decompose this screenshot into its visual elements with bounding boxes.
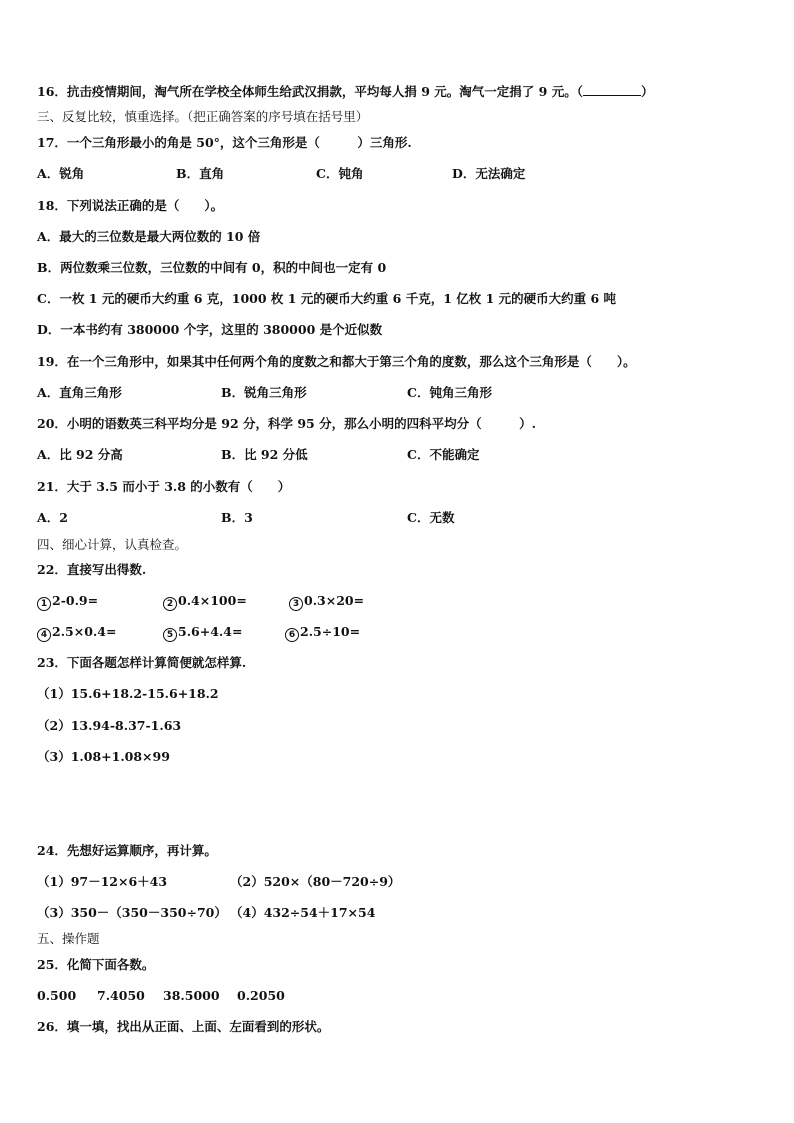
q17-option-c[interactable]: C．钝角 [316,166,364,181]
q22-item-2 [163,593,247,611]
circled-number-3: 3 [289,597,303,611]
q17-option-b[interactable]: B．直角 [176,166,225,181]
question-19-text: 19．在一个三角形中，如果其中任何两个角的度数之和都大于第三个角的度数，那么这个三角形是（ ）。 [37,354,636,369]
section-4-heading: 四、细心计算，认真检查。 [37,537,188,552]
q22-item-5 [163,624,242,642]
q21-option-c[interactable]: C．无数 [407,510,455,525]
question-17-text: 17．一个三角形最小的角是 50°，这个三角形是（ ）三角形. [37,135,412,150]
circled-number-2: 2 [163,597,177,611]
question-24-text: 24．先想好运算顺序，再计算。 [37,843,217,858]
circled-number-6: 6 [285,628,299,642]
question-26-text: 26．填一填，找出从正面、上面、左面看到的形状。 [37,1019,330,1034]
answer-blank-16[interactable] [583,83,641,96]
q21-option-a[interactable]: A．2 [37,510,68,525]
question-25-text: 25．化简下面各数。 [37,957,155,972]
q22-item-1-expr: 2-0.9= [52,593,99,608]
q20-option-a[interactable]: A．比 92 分高 [37,447,123,462]
q21-option-b[interactable]: B．3 [221,510,253,525]
q24-item-1: （1）97－12×6＋43 [37,874,168,889]
q22-item-4-expr: 2.5×0.4= [52,624,117,639]
q20-option-b[interactable]: B．比 92 分低 [221,447,308,462]
q22-item-4 [37,624,116,642]
q22-item-5-expr: 5.6+4.4= [178,624,243,639]
q23-item-3: （3）1.08+1.08×99 [37,749,170,764]
q22-item-3 [289,593,364,611]
q20-option-c[interactable]: C．不能确定 [407,447,480,462]
question-21-text: 21．大于 3.5 而小于 3.8 的小数有（ ） [37,479,291,494]
q18-option-b[interactable]: B．两位数乘三位数，三位数的中间有 0，积的中间也一定有 0 [37,260,387,275]
question-16-text: 16．抗击疫情期间，淘气所在学校全体师生给武汉捐款，平均每人捐 9 元。淘气一定捐了 9 元。（ [37,84,583,99]
question-16-close: ） [640,84,654,99]
circled-number-4: 4 [37,628,51,642]
q17-option-a[interactable]: A．锐角 [37,166,85,181]
question-18-text: 18．下列说法正确的是（ ）。 [37,198,224,213]
section-3-heading: 三、反复比较，慎重选择。（把正确答案的序号填在括号里） [37,109,369,124]
q25-number-4: 0.2050 [237,988,285,1003]
q22-item-6-expr: 2.5÷10= [300,624,361,639]
circled-number-5: 5 [163,628,177,642]
q18-option-c[interactable]: C．一枚 1 元的硬币大约重 6 克，1000 枚 1 元的硬币大约重 6 千克，1 亿枚 1 元的硬币大约重 6 吨 [37,291,617,306]
q17-option-d[interactable]: D．无法确定 [452,166,526,181]
q22-item-1 [37,593,98,611]
q22-item-3-expr: 0.3×20= [304,593,365,608]
q25-number-3: 38.5000 [163,988,220,1003]
q24-item-4: （4）432÷54＋17×54 [230,905,376,920]
q24-item-2: （2）520×（80－720÷9） [230,874,401,889]
q24-item-3: （3）350－（350－350÷70） [37,905,227,920]
q18-option-d[interactable]: D．一本书约有 380000 个字，这里的 380000 是个近似数 [37,322,383,337]
q22-item-2-expr: 0.4×100= [178,593,247,608]
q18-option-a[interactable]: A．最大的三位数是最大两位数的 10 倍 [37,229,261,244]
q23-item-2: （2）13.94-8.37-1.63 [37,718,182,733]
q19-option-a[interactable]: A．直角三角形 [37,385,122,400]
q19-option-b[interactable]: B．锐角三角形 [221,385,307,400]
question-16 [37,83,653,100]
q25-number-1: 0.500 [37,988,77,1003]
q25-number-2: 7.4050 [97,988,145,1003]
question-23-text: 23．下面各题怎样计算简便就怎样算. [37,655,247,670]
q23-item-1: （1）15.6+18.2-15.6+18.2 [37,686,219,701]
question-20-text: 20．小明的语数英三科平均分是 92 分，科学 95 分，那么小明的四科平均分（ ）. [37,416,536,431]
circled-number-1: 1 [37,597,51,611]
q22-item-6 [285,624,360,642]
section-5-heading: 五、操作题 [37,931,100,946]
question-22-text: 22．直接写出得数. [37,562,147,577]
q19-option-c[interactable]: C．钝角三角形 [407,385,492,400]
